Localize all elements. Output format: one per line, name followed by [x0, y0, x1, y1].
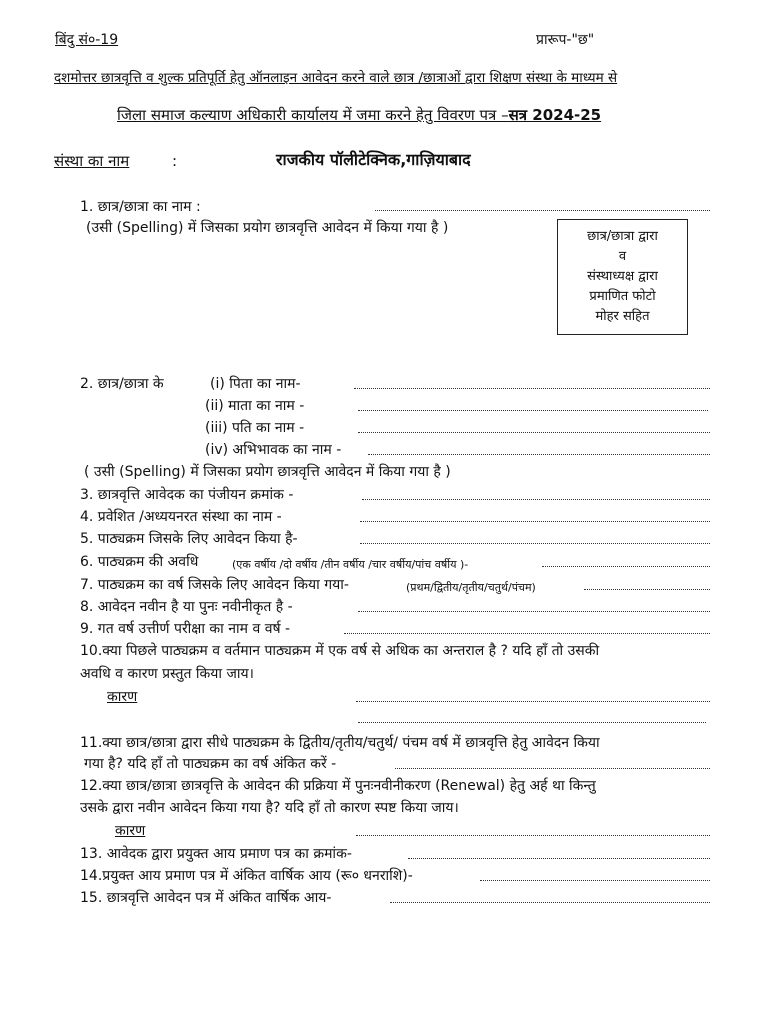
field-10-line-2: अवधि व कारण प्रस्तुत किया जाय।	[80, 666, 254, 682]
field-10-line-1: 10.क्या पिछले पाठ्यक्रम व वर्तमान पाठ्यक्रम में एक वर्ष से अधिक का अन्तराल है ? यदि हाँ तो उसकी	[80, 643, 600, 659]
field-12-line-2: उसके द्वारा नवीन आवेदन किया गया है? यदि हाँ तो कारण स्पष्ट किया जाय।	[80, 800, 459, 816]
bindu-number: बिंदु सं०-19	[55, 32, 119, 48]
photo-box-line-1: छात्र/छात्रा द्वारा	[587, 229, 658, 244]
field-2-label: 2. छात्र/छात्रा के	[80, 376, 164, 392]
field-1-label: 1. छात्र/छात्रा का नाम :	[80, 199, 201, 215]
field-3-label: 3. छात्रवृत्ति आवेदक का पंजीयन क्रमांक -	[80, 487, 294, 503]
header-line-2	[117, 106, 601, 124]
field-10-reason-blank-1[interactable]	[356, 701, 710, 702]
session-year: सत्र 2024-25	[508, 106, 602, 124]
field-3-blank[interactable]	[362, 499, 710, 500]
field-8-blank[interactable]	[358, 611, 710, 612]
field-11-line-1: 11.क्या छात्र/छात्रा द्वारा सीधे पाठ्यक्रम के द्वितीय/तृतीय/चतुर्थ/ पंचम वर्ष में छात्रवृत्ति हेतु आवेदन किया	[80, 735, 600, 751]
praroop-label: प्रारूप-"छ"	[536, 32, 595, 48]
institution-colon: :	[172, 152, 178, 170]
institution-label: संस्था का नाम	[54, 152, 130, 170]
field-2-husband-label: (iii) पति का नाम -	[205, 420, 305, 436]
field-1-note: (उसी (Spelling) में जिसका प्रयोग छात्रवृत्ति आवेदन में किया गया है )	[86, 220, 449, 236]
photo-box-line-3: संस्थाध्यक्ष द्वारा	[587, 269, 658, 284]
field-2-guardian-label: (iv) अभिभावक का नाम -	[205, 442, 342, 458]
field-7-label: 7. पाठ्यक्रम का वर्ष जिसके लिए आवेदन किया गया-	[80, 577, 349, 593]
field-8-label: 8. आवेदन नवीन है या पुनः नवीनीकृत है -	[80, 599, 293, 615]
header-line-1: दशमोत्तर छात्रवृत्ति व शुल्क प्रतिपूर्ति हेतु ऑनलाइन आवेदन करने वाले छात्र /छात्राओं द्वारा शिक्षण संस्था के माध्यम से	[54, 70, 618, 86]
field-2-note: ( उसी (Spelling) में जिसका प्रयोग छात्रवृत्ति आवेदन में किया गया है )	[84, 464, 451, 480]
field-4-blank[interactable]	[360, 521, 710, 522]
field-6-blank[interactable]	[542, 566, 710, 567]
field-12-line-1: 12.क्या छात्र/छात्रा छात्रवृत्ति के आवेदन की प्रक्रिया में पुनःनवीनीकरण (Renewal) हेतु अर्ह था किन्तु	[80, 778, 596, 794]
field-14-blank[interactable]	[480, 880, 710, 881]
field-13-label: 13. आवेदक द्वारा प्रयुक्त आय प्रमाण पत्र का क्रमांक-	[80, 846, 352, 862]
field-11-blank[interactable]	[395, 768, 710, 769]
field-10-reason-blank-2[interactable]	[358, 722, 706, 723]
photo-box	[557, 219, 688, 335]
field-6-options: (एक वर्षीय /दो वर्षीय /तीन वर्षीय /चार वर्षीय/पांच वर्षीय )-	[232, 558, 469, 571]
field-7-blank[interactable]	[584, 589, 710, 590]
field-9-blank[interactable]	[344, 633, 710, 634]
field-5-blank[interactable]	[360, 543, 710, 544]
field-15-blank[interactable]	[390, 902, 710, 903]
field-2-mother-blank[interactable]	[358, 410, 708, 411]
photo-box-line-5: मोहर सहित	[595, 309, 650, 324]
field-5-label: 5. पाठ्यक्रम जिसके लिए आवेदन किया है-	[80, 531, 298, 547]
field-10-reason-label: कारण	[107, 689, 138, 705]
field-12-reason-label: कारण	[115, 823, 146, 839]
photo-box-line-4: प्रमाणित फोटो	[589, 289, 656, 304]
field-9-label: 9. गत वर्ष उत्तीर्ण परीक्षा का नाम व वर्ष -	[80, 621, 291, 637]
field-2-guardian-blank[interactable]	[368, 454, 710, 455]
institution-name: राजकीय पॉलीटेक्निक,गाज़ियाबाद	[276, 150, 471, 169]
field-6-label: 6. पाठ्यक्रम की अवधि	[80, 554, 199, 570]
field-1-blank[interactable]	[375, 210, 710, 211]
field-11-line-2: गया है? यदि हाँ तो पाठ्यक्रम का वर्ष अंकित करें -	[84, 756, 337, 772]
field-2-mother-label: (ii) माता का नाम -	[205, 398, 305, 414]
field-4-label: 4. प्रवेशित /अध्ययनरत संस्था का नाम -	[80, 509, 282, 525]
field-7-options: (प्रथम/द्वितीय/तृतीय/चतुर्थ/पंचम)	[406, 581, 536, 594]
photo-box-line-2: व	[618, 249, 627, 264]
field-15-label: 15. छात्रवृत्ति आवेदन पत्र में अंकित वार्षिक आय-	[80, 890, 332, 906]
field-12-reason-blank[interactable]	[356, 835, 710, 836]
field-13-blank[interactable]	[408, 858, 710, 859]
field-2-father-blank[interactable]	[354, 388, 710, 389]
field-2-father-label: (i) पिता का नाम-	[210, 376, 301, 392]
field-2-husband-blank[interactable]	[358, 432, 710, 433]
header-line-2-text: जिला समाज कल्याण अधिकारी कार्यालय में जमा करने हेतु विवरण पत्र –	[117, 106, 509, 124]
field-14-label: 14.प्रयुक्त आय प्रमाण पत्र में अंकित वार्षिक आय (रू० धनराशि)-	[80, 868, 413, 884]
